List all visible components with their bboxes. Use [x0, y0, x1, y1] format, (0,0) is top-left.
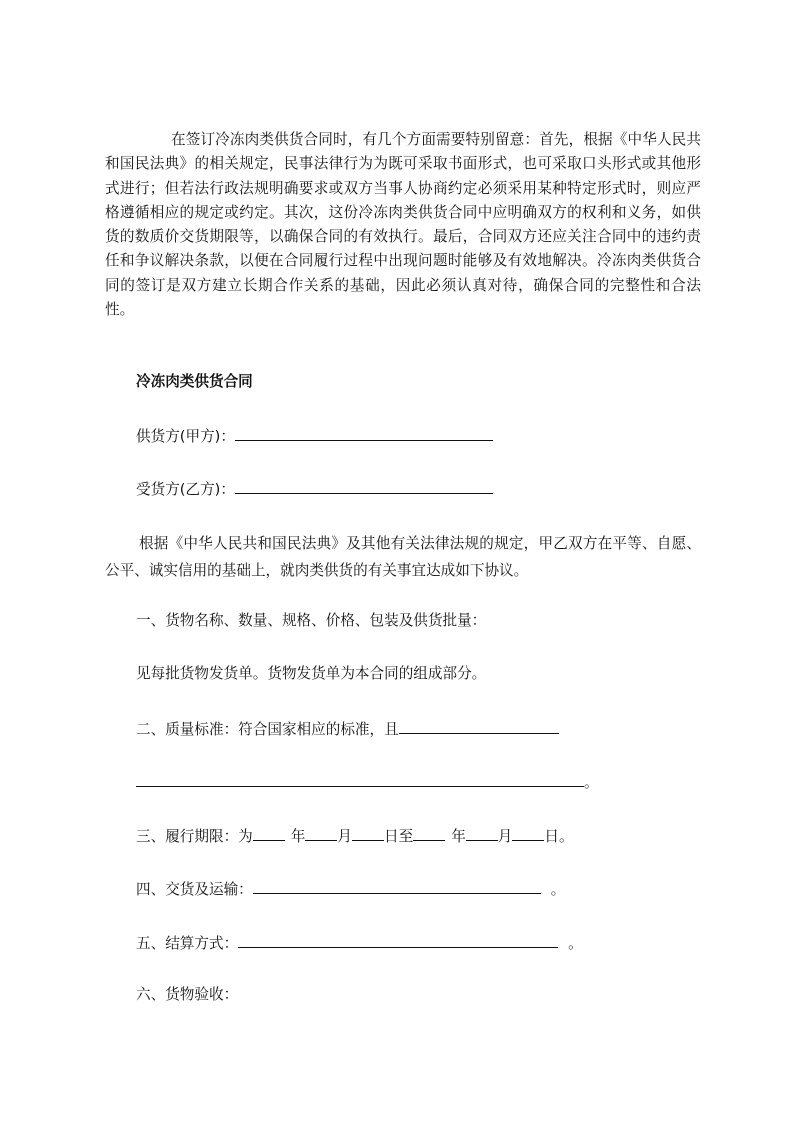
- day-end-label: 日。: [544, 828, 574, 845]
- party-b-line: [136, 478, 493, 500]
- year-end-blank[interactable]: [413, 825, 445, 841]
- party-a-label: 供货方(甲方)：: [136, 428, 235, 445]
- clause5-period: 。: [568, 935, 583, 952]
- day-end-blank[interactable]: [512, 825, 544, 841]
- clause4-period: 。: [550, 881, 566, 898]
- clause2-period: 。: [584, 774, 599, 791]
- month-start-blank[interactable]: [305, 825, 337, 841]
- clause4-blank[interactable]: [253, 878, 541, 894]
- clause5-blank[interactable]: [238, 932, 558, 948]
- clause4-label: 四、交货及运输：: [136, 881, 253, 898]
- clause3-label: 三、履行期限：为: [136, 828, 253, 845]
- month-end-label: 月: [497, 828, 513, 845]
- party-a-line: [136, 425, 493, 447]
- clause5-label: 五、结算方式：: [136, 935, 239, 952]
- party-a-blank[interactable]: [235, 425, 493, 441]
- year-end-label: 年: [451, 828, 466, 845]
- day-to-label: 日至: [383, 828, 414, 845]
- year-start-label: 年: [290, 828, 306, 845]
- year-start-blank[interactable]: [253, 825, 285, 841]
- party-b-blank[interactable]: [235, 478, 493, 494]
- clause2-line: [136, 718, 559, 740]
- day-start-blank[interactable]: [352, 825, 384, 841]
- clause2-continuation-line: [136, 771, 599, 793]
- month-start-label: 月: [337, 828, 352, 845]
- month-end-blank[interactable]: [466, 825, 498, 841]
- contract-preamble: 根据《中华人民共和国民法典》及其他有关法律法规的规定，甲乙双方在平等、自愿、公平、诚实信用的基础上，就肉类供货的有关事宜达成如下协议。: [105, 535, 701, 579]
- clause3-line: [136, 825, 574, 847]
- clause1-body: 见每批货物发货单。货物发货单为本合同的组成部分。: [136, 665, 487, 682]
- clause2-blank[interactable]: [399, 718, 559, 734]
- clause4-line: [136, 878, 565, 900]
- party-b-label: 受货方(乙方)：: [136, 481, 235, 498]
- clause2-blank-2[interactable]: [136, 771, 584, 787]
- clause6-heading: 六、货物验收：: [136, 986, 239, 1003]
- contract-title: 冷冻肉类供货合同: [136, 373, 253, 390]
- clause5-line: [136, 932, 583, 954]
- clause2-label: 二、质量标准：符合国家相应的标准，且: [136, 721, 399, 738]
- clause1-heading: 一、货物名称、数量、规格、价格、包装及供货批量：: [136, 612, 487, 629]
- intro-paragraph: 在签订冷冻肉类供货合同时，有几个方面需要特别留意：首先，根据《中华人民共和国民法典》的相关规定，民事法律行为为既可采取书面形式，也可采取口头形式或其他形式进行；但若法行政法规明确要求或双方当事人协商约定必须采用某种特定形式时，则应严格遵循相应的规定或约定。其次，这份冷冻肉类供货合同中应明确双方的权利和义务，如供货的数质价交货期限等，以确保合同的有效执行。最后，合同双方还应关注合同中的违约责任和争议解决条款，以便在合同履行过程中出现问题时能够及有效地解决。冷冻肉类供货合同的签订是双方建立长期合作关系的基础，因此必须认真对待，确保合同的完整性和合法性。: [105, 131, 701, 319]
